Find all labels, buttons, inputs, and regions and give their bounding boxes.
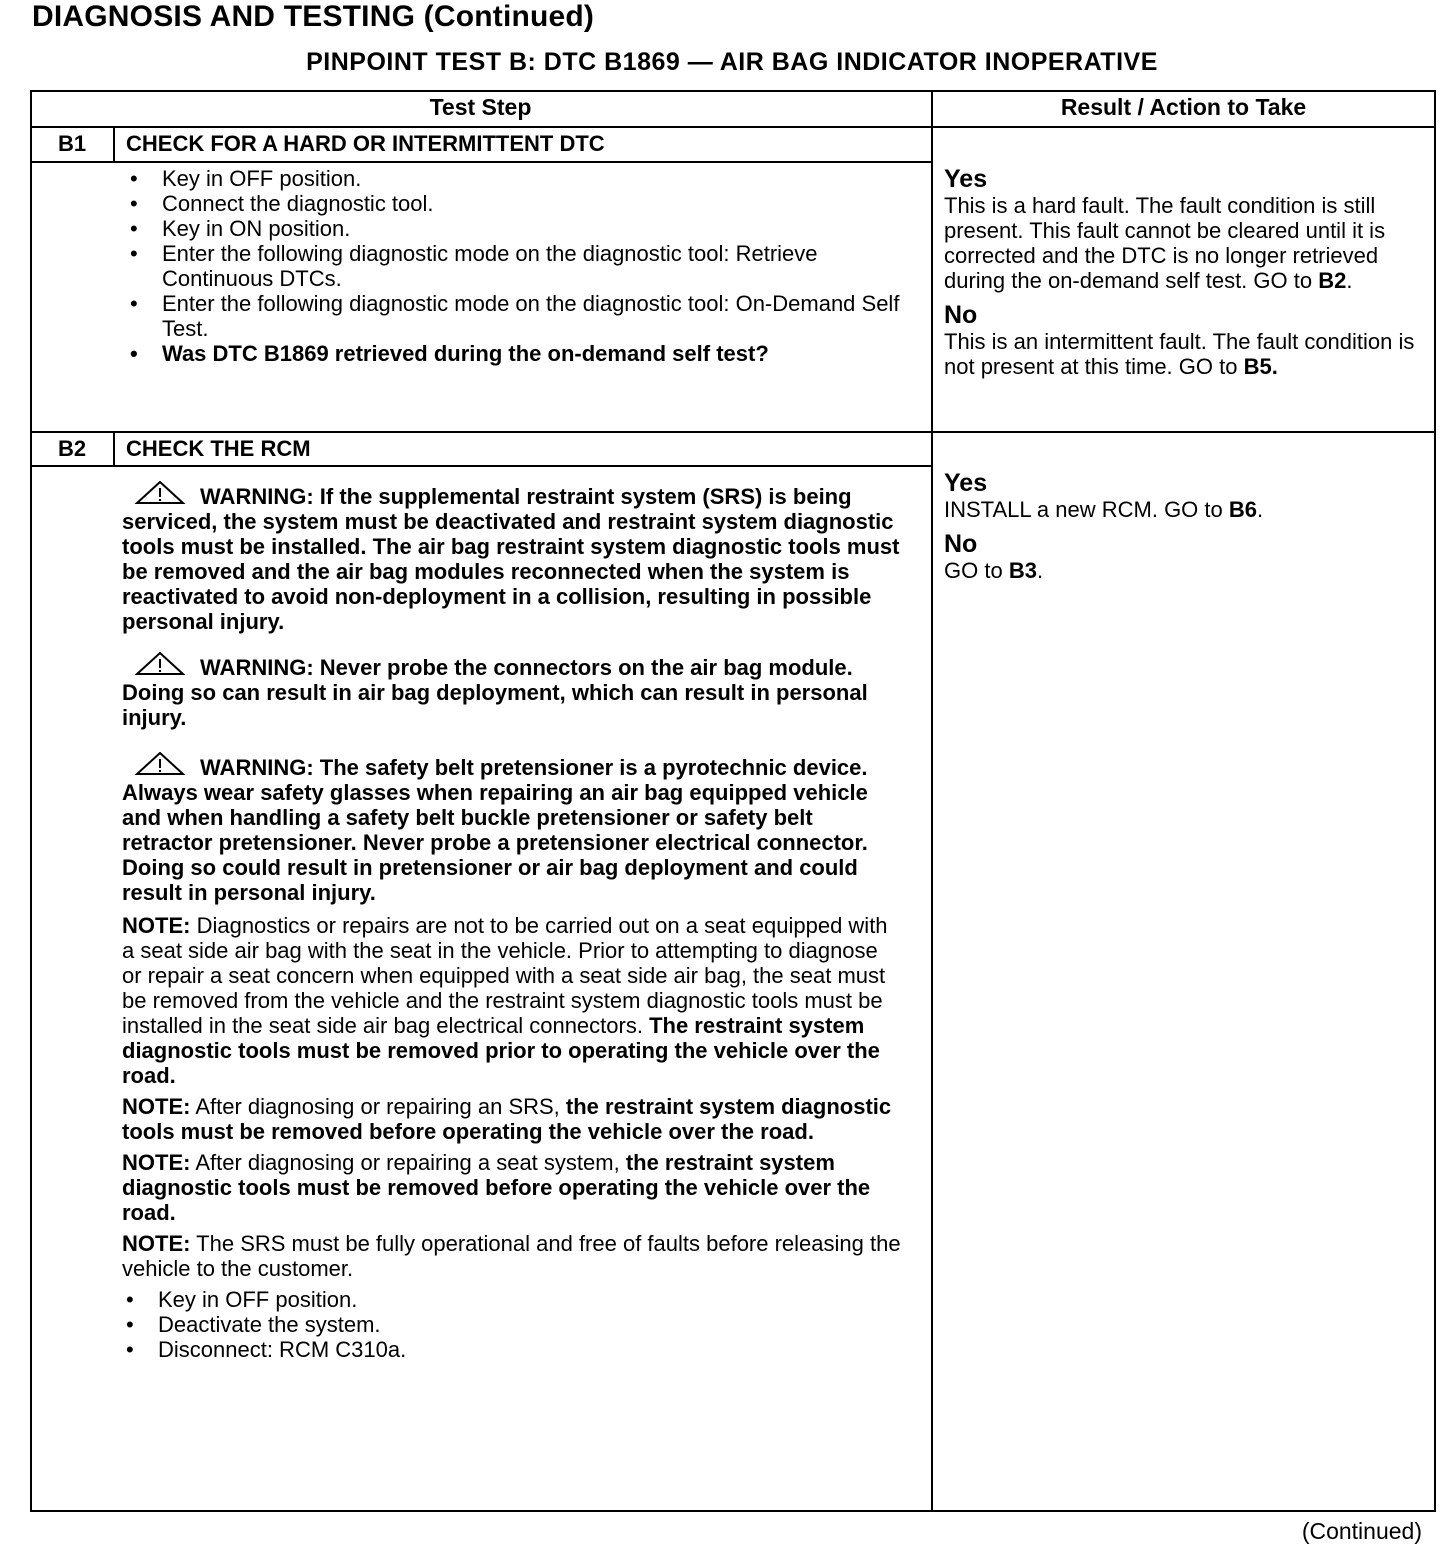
b2-note-after-srs <box>122 1094 902 1144</box>
warning-triangle-icon <box>134 481 186 505</box>
note-label: NOTE: <box>122 1150 191 1175</box>
header-test-step: Test Step <box>429 94 532 120</box>
continued-label: (Continued) <box>1301 1518 1422 1544</box>
b2-warning-srs-text: WARNING: If the supplemental restraint system (SRS) is being serviced, the system must be deactivated and restraint system diagnostic tools must be installed. The air bag restraint system diagnostic tools must be removed and the air bag modules reconnected when the system is reactivated to avoid non-deployment in a collision, resulting in possible personal injury. <box>122 484 900 634</box>
note-text: The SRS must be fully operational and free of faults before releasing the vehicle to the customer. <box>122 1231 901 1281</box>
note-label: NOTE: <box>122 1231 191 1256</box>
b1-procedure <box>122 166 912 366</box>
step-title-b2: CHECK THE RCM <box>126 436 311 461</box>
b1-step: • Enter the following diagnostic mode on the diagnostic tool: On-Demand Self Test. <box>122 291 912 341</box>
b1-yes-text: This is a hard fault. The fault condition is still present. This fault cannot be cleared until it is corrected and the DTC is no longer retrieved during the on-demand self test. GO to <box>944 193 1386 293</box>
step-title-b1: CHECK FOR A HARD OR INTERMITTENT DTC <box>126 131 605 156</box>
header-result-action: Result / Action to Take <box>1060 94 1307 120</box>
b1-b2-divider <box>30 431 1436 433</box>
b1-question: • Was DTC B1869 retrieved during the on-demand self test? <box>122 341 912 366</box>
page-title: DIAGNOSIS AND TESTING (Continued) <box>32 0 595 33</box>
b1-no-action: This is an intermittent fault. The fault condition is not present at this time. GO to B5. <box>944 329 1415 379</box>
b2-step: • Deactivate the system. <box>118 1312 902 1337</box>
b2-warning-connectors <box>122 652 902 730</box>
b2-result <box>944 469 1428 591</box>
b2-note-seat-side-airbag <box>122 913 902 1088</box>
warning-triangle-icon <box>134 652 186 676</box>
b2-note-srs-operational <box>122 1231 902 1281</box>
b2-warning-connectors-text: WARNING: Never probe the connectors on the air bag module. Doing so can result in air bag deployment, which can result in personal injury. <box>122 655 868 730</box>
b2-title-divider <box>30 465 932 467</box>
note-emphasis: the restraint system diagnostic tools must be removed before operating the vehicle over the road. <box>122 1150 871 1225</box>
b1-no-goto: B5 <box>1243 354 1272 379</box>
b2-yes-action: INSTALL a new RCM. GO to B6. <box>944 497 1264 522</box>
b1-step: • Key in ON position. <box>122 216 912 241</box>
b1-yes-label: Yes <box>944 165 988 193</box>
b2-no-text: GO to <box>944 558 1003 583</box>
b1-number-divider <box>113 126 115 162</box>
b2-step: • Disconnect: RCM C310a. <box>118 1337 902 1362</box>
b1-step: • Enter the following diagnostic mode on the diagnostic tool: Retrieve Continuous DTCs. <box>122 241 912 291</box>
warning-triangle-icon <box>134 752 186 776</box>
note-emphasis: The restraint system diagnostic tools must be removed prior to operating the vehicle over the road. <box>122 1013 880 1088</box>
b1-title-divider <box>30 161 932 163</box>
b1-no-text: This is an intermittent fault. The fault condition is not present at this time. GO to <box>944 329 1415 379</box>
b2-no-goto: B3 <box>1008 558 1037 583</box>
note-label: NOTE: <box>122 913 191 938</box>
note-text: After diagnosing or repairing a seat system, <box>195 1150 620 1175</box>
b1-yes-action: This is a hard fault. The fault condition is still present. This fault cannot be cleared until it is corrected and the DTC is no longer retrieved during the on-demand self test. GO to B2. <box>944 193 1386 293</box>
b2-no-label: No <box>944 530 978 558</box>
b2-warning-srs <box>122 481 902 634</box>
b2-yes-text: INSTALL a new RCM. GO to <box>944 497 1223 522</box>
b2-note-after-seat <box>122 1150 902 1225</box>
b2-yes-label: Yes <box>944 469 988 497</box>
step-number-b1: B1 <box>57 131 87 156</box>
b2-yes-goto: B6 <box>1228 497 1257 522</box>
note-emphasis: the restraint system diagnostic tools must be removed before operating the vehicle over the road. <box>122 1094 892 1144</box>
b2-procedure <box>122 481 902 1362</box>
note-text: Diagnostics or repairs are not to be carried out on a seat equipped with a seat side air bag with the seat in the vehicle. Prior to attempting to diagnose or repair a seat concern when equipped with a seat side air bag, the seat must be removed from the vehicle and the restraint system diagnostic tools must be installed in the seat side air bag electrical connectors. <box>122 913 888 1038</box>
b1-no-label: No <box>944 301 978 329</box>
note-label: NOTE: <box>122 1094 191 1119</box>
step-number-b2: B2 <box>57 436 87 461</box>
b2-number-divider <box>113 431 115 466</box>
b1-step: • Key in OFF position. <box>122 166 912 191</box>
column-divider <box>931 90 933 1512</box>
b1-result <box>944 165 1428 387</box>
pinpoint-test-title: PINPOINT TEST B: DTC B1869 — AIR BAG INDICATOR INOPERATIVE <box>306 48 1158 76</box>
note-text: After diagnosing or repairing an SRS, <box>195 1094 560 1119</box>
b2-no-action: GO to B3. <box>944 558 1044 583</box>
b2-warning-pretensioner <box>122 752 902 905</box>
header-divider <box>30 126 1436 128</box>
b2-warning-pretensioner-text: WARNING: The safety belt pretensioner is a pyrotechnic device. Always wear safety glasses when repairing an air bag equipped vehicle and when handling a safety belt buckle pretensioner or safety belt retractor pretensioner. Never probe a pretensioner electrical connector. Doing so could result in pretensioner or air bag deployment and could result in personal injury. <box>122 755 868 905</box>
b2-step: • Key in OFF position. <box>118 1287 902 1312</box>
b1-step: • Connect the diagnostic tool. <box>122 191 912 216</box>
b1-yes-goto: B2 <box>1318 268 1347 293</box>
